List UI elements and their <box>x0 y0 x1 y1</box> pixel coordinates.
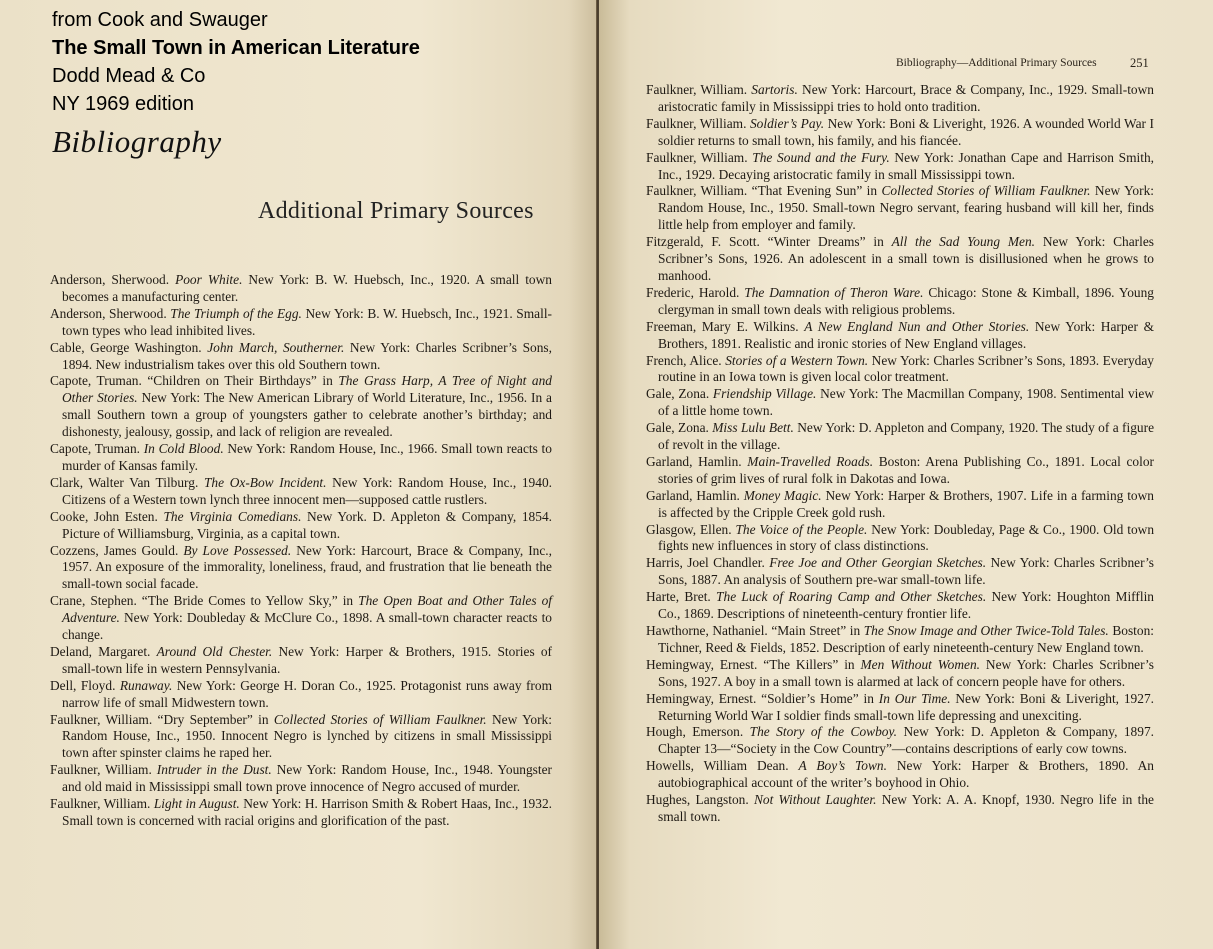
entry-author: Gale, Zona. <box>646 386 713 402</box>
entry-title: Around Old Chester. <box>156 643 273 659</box>
entry-title: The Voice of the People. <box>735 521 868 537</box>
entry-details: New York: H. Harrison Smith & Robert Haas, Inc., 1932. Small town is concerned with racial origins and glorification of the past. <box>62 796 552 828</box>
entry-title: The Triumph of the Egg. <box>170 305 302 321</box>
entry-title: The Sound and the Fury. <box>752 149 890 165</box>
entry-author: Clark, Walter Van Tilburg. <box>50 474 204 490</box>
entry-author: Frederic, Harold. <box>646 284 745 300</box>
bibliography-entry <box>50 593 552 644</box>
entry-author: Freeman, Mary E. Wilkins. <box>646 318 805 334</box>
entry-details: New York: The Macmillan Company, 1908. Sentimental view of a little home town. <box>658 386 1154 419</box>
entry-details: New York: Random House, Inc., 1948. Youngster and old maid in Mississippi small town prove innocence of Negro accused of murder. <box>62 762 552 795</box>
entry-author: Faulkner, William. <box>646 82 752 97</box>
entry-details: New York: D. Appleton and Company, 1920. The study of a figure of revolt in the village. <box>658 420 1155 453</box>
entry-author: Howells, William Dean. <box>646 758 799 774</box>
entry-author: Faulkner, William. “That Evening Sun” in <box>646 183 882 199</box>
entry-title: In Cold Blood. <box>143 441 224 457</box>
entry-title: Poor White. <box>175 272 243 287</box>
bibliography-entry <box>646 657 1154 691</box>
bibliography-entry <box>646 285 1154 319</box>
right-entries <box>646 82 1154 826</box>
bibliography-entry <box>646 691 1154 725</box>
entry-title: A New England Nun and Other Stories. <box>804 318 1030 334</box>
entry-details: New York: The New American Library of World Literature, Inc., 1956. In a small Southern town a group of youngsters gather to celebrate another’s birthday; and dishonesty, jealousy, gossip, and lack of religion are revealed. <box>62 390 552 440</box>
entry-title: Friendship Village. <box>712 386 817 402</box>
entry-author: Faulkner, William. <box>646 115 750 131</box>
bibliography-entry <box>646 623 1154 657</box>
entry-details: New York: B. W. Huebsch, Inc., 1920. A small town becomes a manufacturing center. <box>62 272 552 304</box>
bibliography-entry <box>50 796 552 830</box>
entry-details: New York: Harper & Brothers, 1907. Life in a farming town is affected by the Cripple Creek gold rush. <box>658 487 1154 520</box>
entry-details: New York: Harcourt, Brace & Company, Inc., 1929. Small-town aristocratic family in Mississippi tries to hold onto tradition. <box>658 82 1154 114</box>
source-note-publisher: Dodd Mead & Co <box>52 65 206 87</box>
entry-details: Boston: Tichner, Reed & Fields, 1852. Description of early nineteenth-century New England town. <box>658 623 1154 655</box>
entry-details: Boston: Arena Publishing Co., 1891. Local color stories of grim lives of rural folk in Dakotas and Iowa. <box>658 453 1154 486</box>
entry-details: New York: Doubleday & McClure Co., 1898. A small-town character reacts to change. <box>62 610 552 643</box>
entry-details: New York: Charles Scribner’s Sons, 1894. New industrialism takes over this old Southern town. <box>62 339 552 372</box>
entry-title: The Luck of Roaring Camp and Other Sketches. <box>716 589 987 605</box>
entry-author: Hemingway, Ernest. “The Killers” in <box>646 656 861 672</box>
bibliography-entry <box>50 306 552 340</box>
entry-title: Collected Stories of William Faulkner. <box>273 711 487 727</box>
running-head: Bibliography—Additional Primary Sources <box>896 57 1097 69</box>
bibliography-entry <box>50 340 552 374</box>
entry-author: Glasgow, Ellen. <box>646 521 736 537</box>
entry-details: New York: A. A. Knopf, 1930. Negro life in the small town. <box>658 792 1154 824</box>
entry-title: Stories of a Western Town. <box>725 352 869 368</box>
entry-title: The Ox-Bow Incident. <box>203 474 327 490</box>
entry-author: Capote, Truman. “Children on Their Birthdays” in <box>50 373 339 389</box>
entry-title: Money Magic. <box>743 487 822 503</box>
bibliography-entry <box>50 712 552 763</box>
entry-title: Sartoris. <box>751 82 798 97</box>
bibliography-entry <box>50 272 552 306</box>
entry-title: Free Joe and Other Georgian Sketches. <box>769 555 987 571</box>
bibliography-entry <box>50 762 552 796</box>
bibliography-entry <box>646 758 1154 792</box>
entry-title: The Virginia Comedians. <box>163 508 302 524</box>
bibliography-entry <box>646 353 1154 387</box>
bibliography-entry <box>50 475 552 509</box>
bibliography-entry <box>50 441 552 475</box>
entry-author: Gale, Zona. <box>646 420 713 436</box>
entry-author: Anderson, Sherwood. <box>50 272 176 287</box>
entry-author: Hughes, Langston. <box>646 792 754 808</box>
bibliography-entry <box>646 488 1154 522</box>
entry-author: Harris, Joel Chandler. <box>646 555 770 571</box>
entry-title: The Damnation of Theron Ware. <box>744 284 924 300</box>
bibliography-entry <box>646 183 1154 234</box>
entry-title: A Boy’s Town. <box>798 758 887 774</box>
entry-author: Cooke, John Esten. <box>50 508 164 524</box>
entry-details: New York: Doubleday, Page & Co., 1900. Old town fights new influences in story of class distinctions. <box>658 521 1155 554</box>
entry-details: New York: B. W. Huebsch, Inc., 1921. Small-town types who lead inhibited lives. <box>62 305 553 338</box>
entry-title: Light in August. <box>153 796 240 812</box>
entry-details: New York: Random House, Inc., 1966. Small town reacts to murder of Kansas family. <box>62 441 552 473</box>
entry-details: New York: Boni & Liveright, 1926. A wounded World War I soldier returns to small town, his family, and his fiancée. <box>658 115 1154 148</box>
bibliography-entry <box>646 555 1154 589</box>
bibliography-entry <box>50 678 552 712</box>
entry-title: Men Without Women. <box>860 656 981 672</box>
entry-details: New York: Harper & Brothers, 1915. Stories of small-town life in western Pennsylvania. <box>62 643 552 676</box>
entry-details: Chicago: Stone & Kimball, 1896. Young clergyman in small town deals with religious problems. <box>658 284 1155 317</box>
entry-author: Anderson, Sherwood. <box>50 305 171 321</box>
entry-author: Hawthorne, Nathaniel. “Main Street” in <box>646 623 864 638</box>
entry-title: All the Sad Young Men. <box>891 234 1036 250</box>
bibliography-entry <box>646 724 1154 758</box>
entry-title: The Snow Image and Other Twice-Told Tales. <box>863 623 1109 638</box>
entry-title: Intruder in the Dust. <box>156 762 272 778</box>
bibliography-heading: Bibliography <box>52 124 222 159</box>
entry-author: Cable, George Washington. <box>50 339 208 355</box>
source-note-line: from Cook and Swauger <box>52 9 268 31</box>
entry-author: Faulkner, William. <box>50 762 157 778</box>
entry-title: Not Without Laughter. <box>753 792 877 808</box>
entry-author: Harte, Bret. <box>646 589 717 605</box>
section-title: Additional Primary Sources <box>258 198 534 224</box>
entry-details: New York. D. Appleton & Company, 1854. Picture of Williamsburg, Virginia, as a capital town. <box>62 508 552 541</box>
entry-details: New York: Random House, Inc., 1940. Citizens of a Western town lynch three innocent men—supposed cattle rustlers. <box>62 474 552 507</box>
entry-details: New York: Boni & Liveright, 1927. Returning World War I soldier finds small-town life depressing and unexciting. <box>658 690 1154 723</box>
entry-details: New York: Charles Scribner’s Sons, 1887. An analysis of Southern pre-war small-town life. <box>658 555 1154 588</box>
entry-title: In Our Time. <box>878 690 951 706</box>
entry-author: French, Alice. <box>646 352 726 368</box>
entry-author: Capote, Truman. <box>50 441 144 457</box>
bibliography-entry <box>646 82 1154 116</box>
entry-title: Soldier’s Pay. <box>749 115 825 131</box>
bibliography-entry <box>646 150 1154 184</box>
entry-title: Miss Lulu Bett. <box>712 420 794 436</box>
entry-author: Dell, Floyd. <box>50 677 120 693</box>
page-number: 251 <box>1130 56 1149 70</box>
source-note-edition: NY 1969 edition <box>52 93 194 115</box>
bibliography-entry <box>646 116 1154 150</box>
entry-title: John March, Southerner. <box>207 339 345 355</box>
entry-author: Faulkner, William. <box>50 796 154 812</box>
entry-author: Deland, Margaret. <box>50 643 157 659</box>
left-entries <box>50 272 552 830</box>
entry-details: New York: George H. Doran Co., 1925. Protagonist runs away from narrow life of small Midwestern town. <box>62 677 552 710</box>
bibliography-entry <box>646 386 1154 420</box>
entry-author: Garland, Hamlin. <box>646 453 748 469</box>
entry-author: Hemingway, Ernest. “Soldier’s Home” in <box>646 690 879 706</box>
entry-title: The Grass Harp, A Tree of Night and Other Stories. <box>62 373 552 406</box>
bibliography-entry <box>646 589 1154 623</box>
bibliography-entry <box>646 792 1154 826</box>
source-note <box>52 6 420 118</box>
entry-details: New York: Jonathan Cape and Harrison Smith, Inc., 1929. Decaying aristocratic family in small Mississippi town. <box>658 149 1154 182</box>
entry-author: Cozzens, James Gould. <box>50 542 184 558</box>
bibliography-entry <box>50 543 552 594</box>
entry-details: New York: Harper & Brothers, 1890. An autobiographical account of the writer’s boyhood in Ohio. <box>658 758 1154 791</box>
entry-author: Faulkner, William. “Dry September” in <box>50 711 274 727</box>
bibliography-entry <box>50 644 552 678</box>
entry-author: Hough, Emerson. <box>646 724 750 740</box>
entry-details: New York: D. Appleton & Company, 1897. Chapter 13—“Society in the Cow Country”—contains descriptions of early cow towns. <box>658 724 1154 757</box>
bibliography-entry <box>646 454 1154 488</box>
entry-details: New York: Random House, Inc., 1950. Innocent Negro is lynched by citizens in small Mississippi town after spinster claims he raped her. <box>62 711 552 761</box>
left-page <box>0 0 598 949</box>
entry-title: The Story of the Cowboy. <box>749 724 898 740</box>
entry-author: Crane, Stephen. “The Bride Comes to Yellow Sky,” in <box>50 593 359 609</box>
entry-author: Fitzgerald, F. Scott. “Winter Dreams” in <box>646 234 892 250</box>
bibliography-entry <box>50 509 552 543</box>
entry-details: New York: Charles Scribner’s Sons, 1893. Everyday routine in an Iowa town is given local color treatment. <box>658 352 1154 385</box>
bibliography-entry <box>646 522 1154 556</box>
entry-details: New York: Houghton Mifflin Co., 1869. Descriptions of nineteenth-century frontier life. <box>658 589 1154 622</box>
bibliography-entry <box>50 373 552 441</box>
entry-details: New York: Charles Scribner’s Sons, 1926. An adolescent in a small town is disillusioned when he grows to manhood. <box>658 234 1154 283</box>
entry-details: New York: Harcourt, Brace & Company, Inc., 1957. An exposure of the immorality, loneliness, fraud, and frustration that lie beneath the small-town social facade. <box>62 542 552 592</box>
entry-author: Faulkner, William. <box>646 149 753 165</box>
bibliography-entry <box>646 319 1154 353</box>
bibliography-entry <box>646 420 1154 454</box>
entry-title: Collected Stories of William Faulkner. <box>881 183 1091 199</box>
entry-title: The Open Boat and Other Tales of Adventure. <box>62 593 552 626</box>
entry-title: Main-Travelled Roads. <box>747 453 874 469</box>
entry-title: By Love Possessed. <box>183 542 292 558</box>
entry-details: New York: Harper & Brothers, 1891. Realistic and ironic stories of New England villages. <box>658 318 1154 351</box>
entry-title: Runaway. <box>119 677 173 693</box>
entry-author: Garland, Hamlin. <box>646 487 744 503</box>
source-note-title: The Small Town in American Literature <box>52 37 420 59</box>
entry-details: New York: Random House, Inc., 1950. Small-town Negro servant, fearing husband will kill her, finds little help from employer and family. <box>658 183 1154 233</box>
bibliography-entry <box>646 234 1154 285</box>
entry-details: New York: Charles Scribner’s Sons, 1927. A boy in a small town is alarmed at lack of concern people have for others. <box>658 656 1154 689</box>
